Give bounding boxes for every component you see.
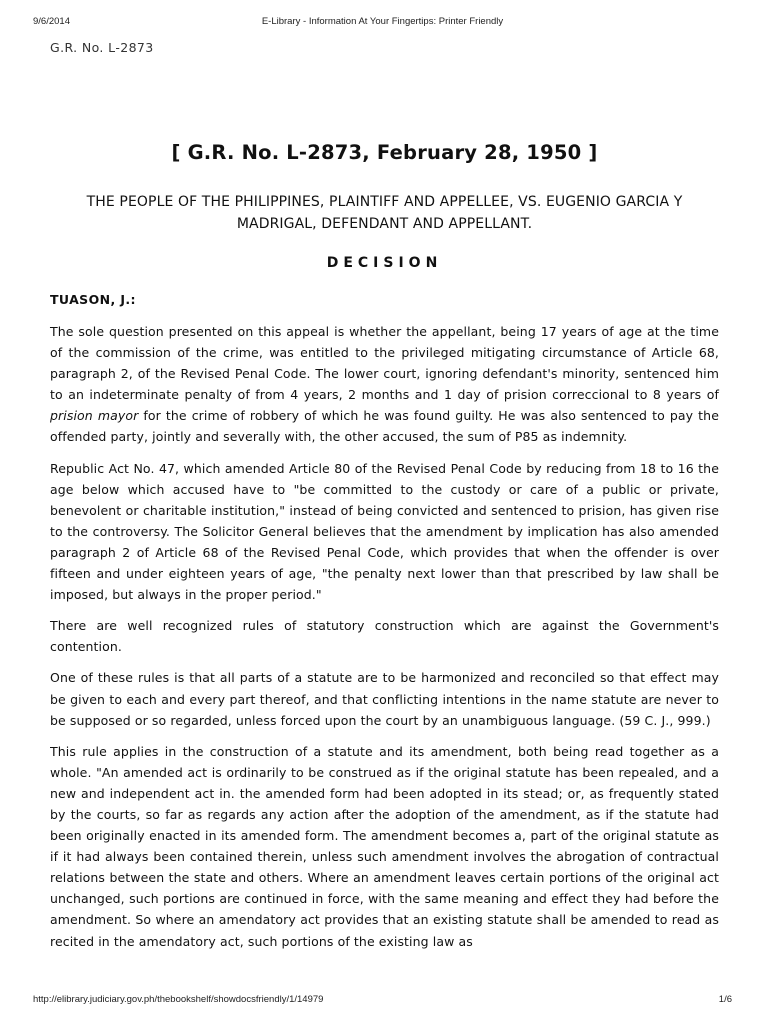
paragraph: Republic Act No. 47, which amended Article 80 of the Revised Penal Code by reducing from 18 to 16 the age below which accused have to "be committed to the custody or care of a public or private, benevolent or charitable institution," instead of being convicted and sentenced to prision, has given rise to the controversy. The Solicitor General believes that the amendment by implication has also amended paragraph 2 of Article 68 of the Revised Penal Code, which provides that when the offender is over fifteen and under eighteen years of age, "the penalty next lower than that prescribed by law shall be imposed, but always in the proper period." — [50, 460, 719, 603]
print-date: 9/6/2014 — [33, 16, 70, 27]
case-title: [ G.R. No. L-2873, February 28, 1950 ] — [171, 141, 598, 164]
print-footer — [33, 994, 732, 1008]
source-url: http://elibrary.judiciary.gov.ph/thebookshelf/showdocsfriendly/1/14979 — [33, 994, 324, 1005]
page-number: 1/6 — [718, 994, 732, 1005]
case-parties: THE PEOPLE OF THE PHILIPPINES, PLAINTIFF AND APPELLEE, VS. EUGENIO GARCIA Y MADRIGAL, DEFENDANT AND APPELLANT. — [86, 194, 683, 232]
paragraph-text: for the crime of robbery of which he was found guilty. He was also sentenced to pay the offended party, jointly and severally with, the other accused, the sum of P85 as indemnity. — [50, 408, 719, 445]
paragraph: One of these rules is that all parts of a statute are to be harmonized and reconciled so that effect may be given to each and every part thereof, and that conflicting intentions in the name statute are never to be supposed or so regarded, unless forced upon the court by an unambiguous language. (59 C. J., 999.) — [50, 670, 719, 728]
decision-body — [50, 321, 719, 962]
document-reference: G.R. No. L-2873 — [50, 40, 154, 55]
decision-heading: DECISION — [326, 255, 443, 271]
paragraph — [50, 321, 719, 448]
paragraph: There are well recognized rules of statutory construction which are against the Government's contention. — [50, 618, 719, 655]
print-header — [33, 16, 732, 30]
print-page-title: E-Library - Information At Your Fingertips: Printer Friendly — [261, 16, 504, 27]
ponente: TUASON, J.: — [50, 292, 136, 307]
paragraph-emphasis: prision mayor — [50, 408, 139, 424]
paragraph: This rule applies in the construction of a statute and its amendment, both being read together as a whole. "An amended act is ordinarily to be construed as if the original statute has been repealed, and a new and independent act in. the amended form had been adopted in its stead; or, as frequently stated by the courts, so far as regards any action after the adoption of the amendment, as if the statute had been originally enacted in its amended form. The amendment becomes a, part of the original statute as if it had always been contained therein, unless such amendment involves the abrogation of contractual relations between the state and others. Where an amendment leaves certain portions of the original act unchanged, such portions are continued in force, with the same meaning and effect they had before the amendment. So where an amendatory act provides that an existing statute shall be amended to read as recited in the amendatory act, such portions of the existing law as — [50, 743, 719, 949]
paragraph-text: The sole question presented on this appeal is whether the appellant, being 17 years of age at the time of the commission of the crime, was entitled to the privileged mitigating circumstance of Article 68, paragraph 2, of the Revised Penal Code. The lower court, ignoring defendant's minority, sentenced him to an indeterminate penalty of from 4 years, 2 months and 1 day of prision correccional to 8 years of — [50, 324, 719, 403]
